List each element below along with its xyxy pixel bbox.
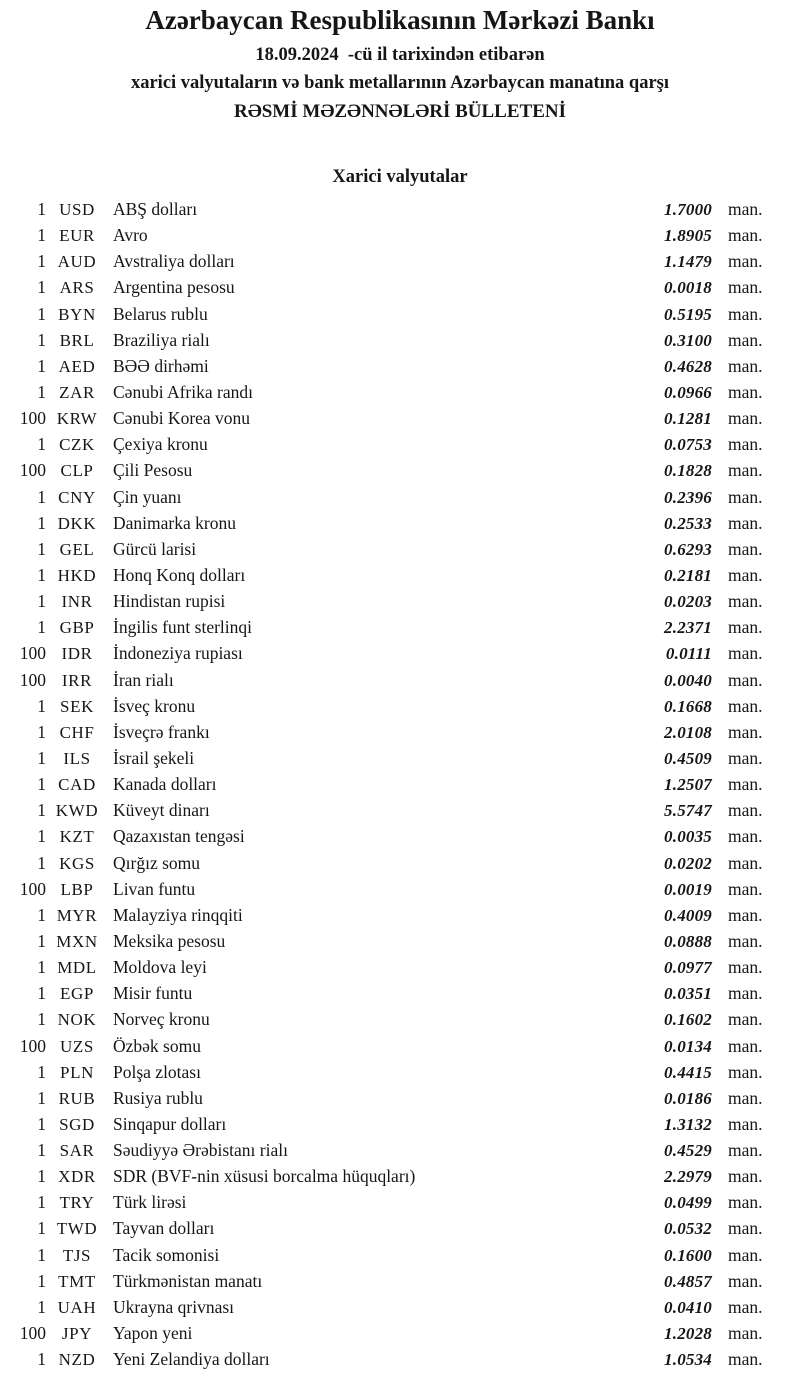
row-currency-name: Ukrayna qrivnası xyxy=(113,1296,235,1317)
row-quantity: 1 xyxy=(37,957,46,978)
row-currency-name: Misir funtu xyxy=(113,983,193,1004)
row-unit-label: man. xyxy=(728,1113,763,1134)
row-quantity: 1 xyxy=(37,695,46,716)
row-quantity: 100 xyxy=(19,460,46,481)
row-quantity: 1 xyxy=(37,564,46,585)
row-currency-code: RUB xyxy=(58,1088,96,1108)
row-quantity: 1 xyxy=(37,277,46,298)
row-quantity: 1 xyxy=(37,1087,46,1108)
row-currency-name: İsveçrə frankı xyxy=(113,721,210,742)
row-unit-label: man. xyxy=(728,434,763,455)
row-currency-code: CAD xyxy=(58,775,96,795)
table-row xyxy=(0,510,800,536)
row-unit-label: man. xyxy=(728,355,763,376)
row-currency-code: ILS xyxy=(63,748,91,768)
row-rate-value: 0.2533 xyxy=(664,513,712,533)
row-currency-name: Sinqapur dolları xyxy=(113,1113,227,1134)
row-currency-code: CZK xyxy=(59,435,95,455)
row-rate-value: 0.4509 xyxy=(664,748,712,768)
row-rate-value: 0.0040 xyxy=(664,670,712,690)
row-currency-code: EGP xyxy=(60,984,94,1004)
row-currency-name: SDR (BVF-nin xüsusi borcalma hüquqları) xyxy=(113,1166,416,1187)
table-row xyxy=(0,1163,800,1189)
row-unit-label: man. xyxy=(728,1009,763,1030)
row-currency-name: Tayvan dolları xyxy=(113,1218,215,1239)
row-unit-label: man. xyxy=(728,669,763,690)
row-currency-name: İran rialı xyxy=(113,669,174,690)
table-row xyxy=(0,1320,800,1346)
row-rate-value: 0.0018 xyxy=(664,278,712,298)
row-currency-code: TRY xyxy=(59,1193,95,1213)
row-quantity: 100 xyxy=(19,643,46,664)
row-rate-value: 0.0410 xyxy=(664,1297,712,1317)
row-rate-value: 0.0203 xyxy=(664,592,712,612)
row-currency-name: Polşa zlotası xyxy=(113,1061,201,1082)
row-currency-name: Cənubi Afrika randı xyxy=(113,381,253,402)
row-unit-label: man. xyxy=(728,486,763,507)
table-row xyxy=(0,1006,800,1032)
table-row xyxy=(0,980,800,1006)
row-currency-code: SGD xyxy=(59,1114,95,1134)
row-unit-label: man. xyxy=(728,225,763,246)
table-row xyxy=(0,1346,800,1372)
row-quantity: 1 xyxy=(37,199,46,219)
row-rate-value: 0.4415 xyxy=(664,1062,712,1082)
table-row xyxy=(0,693,800,719)
table-row xyxy=(0,274,800,300)
row-rate-value: 1.3132 xyxy=(664,1114,712,1134)
table-row xyxy=(0,954,800,980)
row-currency-name: İsrail şekeli xyxy=(113,747,195,768)
row-unit-label: man. xyxy=(728,774,763,795)
row-unit-label: man. xyxy=(728,591,763,612)
row-unit-label: man. xyxy=(728,747,763,768)
row-unit-label: man. xyxy=(728,564,763,585)
row-currency-code: USD xyxy=(59,200,95,219)
table-row xyxy=(0,222,800,248)
row-currency-code: SEK xyxy=(60,696,94,716)
row-rate-value: 0.3100 xyxy=(664,330,712,350)
row-quantity: 1 xyxy=(37,1270,46,1291)
table-row xyxy=(0,1294,800,1320)
table-row xyxy=(0,719,800,745)
row-currency-name: Səudiyyə Ərəbistanı rialı xyxy=(113,1140,288,1161)
table-row xyxy=(0,484,800,510)
row-quantity: 100 xyxy=(19,669,46,690)
row-rate-value: 0.0351 xyxy=(664,984,712,1004)
row-quantity: 1 xyxy=(37,225,46,246)
row-quantity: 1 xyxy=(37,591,46,612)
row-unit-label: man. xyxy=(728,1244,763,1265)
row-unit-label: man. xyxy=(728,1323,763,1344)
table-row xyxy=(0,588,800,614)
row-currency-name: Qırğız somu xyxy=(113,852,201,873)
row-quantity: 1 xyxy=(37,1009,46,1030)
row-rate-value: 0.0035 xyxy=(664,827,712,847)
row-unit-label: man. xyxy=(728,852,763,873)
row-quantity: 1 xyxy=(37,1244,46,1265)
table-row xyxy=(0,1059,800,1085)
page-title: Azərbaycan Respublikasının Mərkəzi Bankı xyxy=(145,5,655,35)
table-row xyxy=(0,1137,800,1163)
table-row xyxy=(0,640,800,666)
row-quantity: 1 xyxy=(37,381,46,402)
row-rate-value: 5.5747 xyxy=(664,801,712,821)
row-currency-name: Meksika pesosu xyxy=(113,930,226,951)
row-currency-name: Çili Pesosu xyxy=(113,460,193,481)
row-quantity: 1 xyxy=(37,512,46,533)
row-quantity: 1 xyxy=(37,355,46,376)
row-currency-code: AUD xyxy=(57,252,97,272)
row-rate-value: 0.0499 xyxy=(664,1193,712,1213)
row-rate-value: 0.1281 xyxy=(664,409,712,429)
row-rate-value: 0.4857 xyxy=(664,1271,712,1291)
row-unit-label: man. xyxy=(728,329,763,350)
table-row xyxy=(0,562,800,588)
row-rate-value: 0.4009 xyxy=(664,905,712,925)
table-row xyxy=(0,1268,800,1294)
row-currency-code: NOK xyxy=(57,1010,97,1030)
row-unit-label: man. xyxy=(728,1087,763,1108)
row-currency-code: MXN xyxy=(56,931,98,951)
row-currency-code: GBP xyxy=(59,618,95,638)
row-quantity: 1 xyxy=(37,329,46,350)
row-rate-value: 0.0019 xyxy=(664,879,712,899)
row-unit-label: man. xyxy=(728,800,763,821)
row-quantity: 1 xyxy=(37,251,46,272)
row-currency-name: BƏƏ dirhəmi xyxy=(113,355,209,376)
row-rate-value: 0.0977 xyxy=(664,958,712,978)
table-row xyxy=(0,771,800,797)
row-currency-code: MYR xyxy=(56,905,98,925)
table-row xyxy=(0,1033,800,1059)
row-rate-value: 0.0202 xyxy=(664,853,712,873)
row-currency-name: Kanada dolları xyxy=(113,774,217,795)
row-unit-label: man. xyxy=(728,1218,763,1239)
row-currency-code: EUR xyxy=(59,226,95,246)
row-rate-value: 0.4628 xyxy=(664,356,712,376)
bulletin-subtitle: xarici valyutaların və bank metallarının Azərbaycan manatına qarşı xyxy=(130,73,670,93)
row-rate-value: 0.0186 xyxy=(664,1088,712,1108)
row-unit-label: man. xyxy=(728,251,763,272)
row-quantity: 1 xyxy=(37,434,46,455)
row-unit-label: man. xyxy=(728,904,763,925)
row-rate-value: 2.2979 xyxy=(664,1167,712,1187)
row-quantity: 100 xyxy=(19,878,46,899)
row-quantity: 100 xyxy=(19,1323,46,1344)
table-row xyxy=(0,248,800,274)
table-row xyxy=(0,1189,800,1215)
table-row xyxy=(0,614,800,640)
row-quantity: 1 xyxy=(37,1218,46,1239)
row-unit-label: man. xyxy=(728,1192,763,1213)
row-currency-name: İsveç kronu xyxy=(113,695,196,716)
table-row xyxy=(0,405,800,431)
row-unit-label: man. xyxy=(728,199,763,219)
row-unit-label: man. xyxy=(728,408,763,429)
row-currency-code: SAR xyxy=(59,1141,95,1161)
table-row xyxy=(0,745,800,771)
row-currency-name: Çexiya kronu xyxy=(113,434,208,455)
table-row xyxy=(0,431,800,457)
row-currency-code: BRL xyxy=(59,330,95,350)
row-unit-label: man. xyxy=(728,930,763,951)
row-quantity: 1 xyxy=(37,1166,46,1187)
table-row xyxy=(0,196,800,222)
row-currency-name: Malayziya rinqqiti xyxy=(113,904,243,925)
row-currency-code: UAH xyxy=(57,1297,97,1317)
row-quantity: 1 xyxy=(37,1349,46,1370)
row-currency-code: HKD xyxy=(57,565,97,585)
row-currency-name: ABŞ dolları xyxy=(113,199,198,219)
row-currency-code: JPY xyxy=(61,1324,93,1344)
row-rate-value: 0.1600 xyxy=(664,1245,712,1265)
row-currency-name: Avstraliya dolları xyxy=(113,251,235,272)
row-quantity: 1 xyxy=(37,1061,46,1082)
row-currency-code: TMT xyxy=(58,1271,96,1291)
table-row xyxy=(0,1215,800,1241)
row-currency-name: Tacik somonisi xyxy=(113,1244,220,1265)
row-quantity: 1 xyxy=(37,1296,46,1317)
row-currency-name: Danimarka kronu xyxy=(113,512,236,533)
row-currency-code: KZT xyxy=(59,827,95,847)
row-currency-name: Livan funtu xyxy=(113,878,196,899)
row-rate-value: 0.0966 xyxy=(664,382,712,402)
row-currency-name: Küveyt dinarı xyxy=(113,800,210,821)
row-currency-code: ZAR xyxy=(59,382,95,402)
row-rate-value: 1.2028 xyxy=(664,1324,712,1344)
row-unit-label: man. xyxy=(728,1270,763,1291)
row-unit-label: man. xyxy=(728,1061,763,1082)
row-unit-label: man. xyxy=(728,538,763,559)
row-currency-name: İndoneziya rupiası xyxy=(113,643,243,664)
table-row xyxy=(0,1111,800,1137)
row-currency-name: Norveç kronu xyxy=(113,1009,210,1030)
table-row xyxy=(0,327,800,353)
row-quantity: 1 xyxy=(37,303,46,324)
row-unit-label: man. xyxy=(728,1035,763,1056)
row-currency-name: Yapon yeni xyxy=(113,1323,193,1344)
row-unit-label: man. xyxy=(728,617,763,638)
row-currency-code: MDL xyxy=(57,958,97,978)
rates-table xyxy=(0,196,800,1372)
row-unit-label: man. xyxy=(728,303,763,324)
row-unit-label: man. xyxy=(728,1140,763,1161)
row-unit-label: man. xyxy=(728,1296,763,1317)
row-currency-name: Yeni Zelandiya dolları xyxy=(113,1349,270,1370)
table-row xyxy=(0,902,800,928)
table-row xyxy=(0,667,800,693)
table-row xyxy=(0,1242,800,1268)
effective-date-line: 18.09.2024 -cü il tarixindən etibarən xyxy=(255,45,545,65)
row-rate-value: 0.0134 xyxy=(664,1036,712,1056)
row-unit-label: man. xyxy=(728,460,763,481)
row-currency-code: GEL xyxy=(59,539,95,559)
row-unit-label: man. xyxy=(728,721,763,742)
row-quantity: 1 xyxy=(37,800,46,821)
row-currency-name: Honq Konq dolları xyxy=(113,564,246,585)
row-currency-code: ARS xyxy=(59,278,95,298)
row-rate-value: 1.1479 xyxy=(664,252,712,272)
row-currency-name: Hindistan rupisi xyxy=(113,591,226,612)
row-currency-name: Özbək somu xyxy=(113,1035,201,1056)
row-currency-code: LBP xyxy=(60,879,94,899)
row-unit-label: man. xyxy=(728,381,763,402)
row-quantity: 1 xyxy=(37,852,46,873)
row-unit-label: man. xyxy=(728,878,763,899)
row-rate-value: 0.2181 xyxy=(664,565,712,585)
row-currency-name: Braziliya rialı xyxy=(113,329,210,350)
row-rate-value: 0.0753 xyxy=(664,435,712,455)
row-currency-code: CNY xyxy=(58,487,96,507)
row-quantity: 1 xyxy=(37,930,46,951)
row-rate-value: 0.2396 xyxy=(664,487,712,507)
row-currency-code: INR xyxy=(61,592,93,612)
bulletin-heading: RƏSMİ MƏZƏNNƏLƏRİ BÜLLETENİ xyxy=(233,101,566,122)
row-currency-name: Qazaxıstan tengəsi xyxy=(113,826,245,847)
row-currency-code: XDR xyxy=(58,1167,96,1187)
row-currency-code: TJS xyxy=(62,1245,92,1265)
row-unit-label: man. xyxy=(728,512,763,533)
row-quantity: 100 xyxy=(19,1035,46,1056)
table-row xyxy=(0,353,800,379)
row-quantity: 1 xyxy=(37,538,46,559)
row-currency-code: UZS xyxy=(60,1036,94,1056)
row-unit-label: man. xyxy=(728,1349,763,1370)
row-rate-value: 2.0108 xyxy=(664,722,712,742)
row-currency-name: Moldova leyi xyxy=(113,957,207,978)
row-currency-code: CHF xyxy=(59,722,95,742)
row-rate-value: 0.0111 xyxy=(665,644,712,664)
table-row xyxy=(0,797,800,823)
row-currency-name: Çin yuanı xyxy=(113,486,182,507)
row-currency-code: AED xyxy=(58,356,96,376)
row-rate-value: 0.4529 xyxy=(664,1141,712,1161)
row-currency-code: NZD xyxy=(58,1350,96,1370)
row-rate-value: 1.8905 xyxy=(664,226,712,246)
row-currency-code: KGS xyxy=(59,853,95,873)
table-row xyxy=(0,301,800,327)
row-rate-value: 1.7000 xyxy=(664,200,712,219)
row-rate-value: 0.1602 xyxy=(664,1010,712,1030)
row-quantity: 1 xyxy=(37,1192,46,1213)
row-rate-value: 2.2371 xyxy=(664,618,712,638)
row-currency-name: Rusiya rublu xyxy=(113,1087,203,1108)
row-rate-value: 0.0888 xyxy=(664,931,712,951)
table-row xyxy=(0,457,800,483)
row-currency-name: Belarus rublu xyxy=(113,303,208,324)
row-currency-code: IDR xyxy=(61,644,93,664)
row-currency-code: KRW xyxy=(56,409,98,429)
row-quantity: 1 xyxy=(37,774,46,795)
row-unit-label: man. xyxy=(728,695,763,716)
table-row xyxy=(0,379,800,405)
row-unit-label: man. xyxy=(728,983,763,1004)
row-quantity: 1 xyxy=(37,826,46,847)
row-currency-name: Avro xyxy=(113,225,148,246)
row-currency-name: Gürcü larisi xyxy=(113,538,197,559)
row-currency-code: KWD xyxy=(55,801,99,821)
row-quantity: 1 xyxy=(37,747,46,768)
row-unit-label: man. xyxy=(728,1166,763,1187)
row-currency-code: IRR xyxy=(61,670,93,690)
row-unit-label: man. xyxy=(728,277,763,298)
row-currency-name: Cənubi Korea vonu xyxy=(113,408,251,429)
section-title-foreign-currencies: Xarici valyutalar xyxy=(332,167,468,187)
row-rate-value: 1.2507 xyxy=(664,775,712,795)
row-currency-code: BYN xyxy=(58,304,96,324)
table-row xyxy=(0,536,800,562)
row-currency-code: TWD xyxy=(56,1219,98,1239)
row-rate-value: 0.5195 xyxy=(664,304,712,324)
row-currency-name: Argentina pesosu xyxy=(113,277,235,298)
row-unit-label: man. xyxy=(728,643,763,664)
row-quantity: 1 xyxy=(37,1113,46,1134)
row-quantity: 1 xyxy=(37,721,46,742)
row-quantity: 1 xyxy=(37,617,46,638)
table-row xyxy=(0,928,800,954)
row-currency-name: İngilis funt sterlinqi xyxy=(113,617,253,638)
row-currency-code: DKK xyxy=(57,513,97,533)
row-currency-code: PLN xyxy=(60,1062,94,1082)
row-quantity: 1 xyxy=(37,904,46,925)
row-rate-value: 0.1828 xyxy=(664,461,712,481)
table-row xyxy=(0,850,800,876)
row-unit-label: man. xyxy=(728,957,763,978)
row-quantity: 1 xyxy=(37,1140,46,1161)
table-row xyxy=(0,823,800,849)
row-unit-label: man. xyxy=(728,826,763,847)
row-rate-value: 0.6293 xyxy=(664,539,712,559)
row-currency-name: Türk lirəsi xyxy=(113,1192,187,1213)
row-quantity: 100 xyxy=(19,408,46,429)
row-quantity: 1 xyxy=(37,983,46,1004)
row-rate-value: 0.0532 xyxy=(664,1219,712,1239)
row-quantity: 1 xyxy=(37,486,46,507)
row-rate-value: 1.0534 xyxy=(664,1350,712,1370)
table-row xyxy=(0,1085,800,1111)
row-currency-code: CLP xyxy=(60,461,94,481)
row-rate-value: 0.1668 xyxy=(664,696,712,716)
row-currency-name: Türkmənistan manatı xyxy=(113,1270,263,1291)
table-row xyxy=(0,876,800,902)
